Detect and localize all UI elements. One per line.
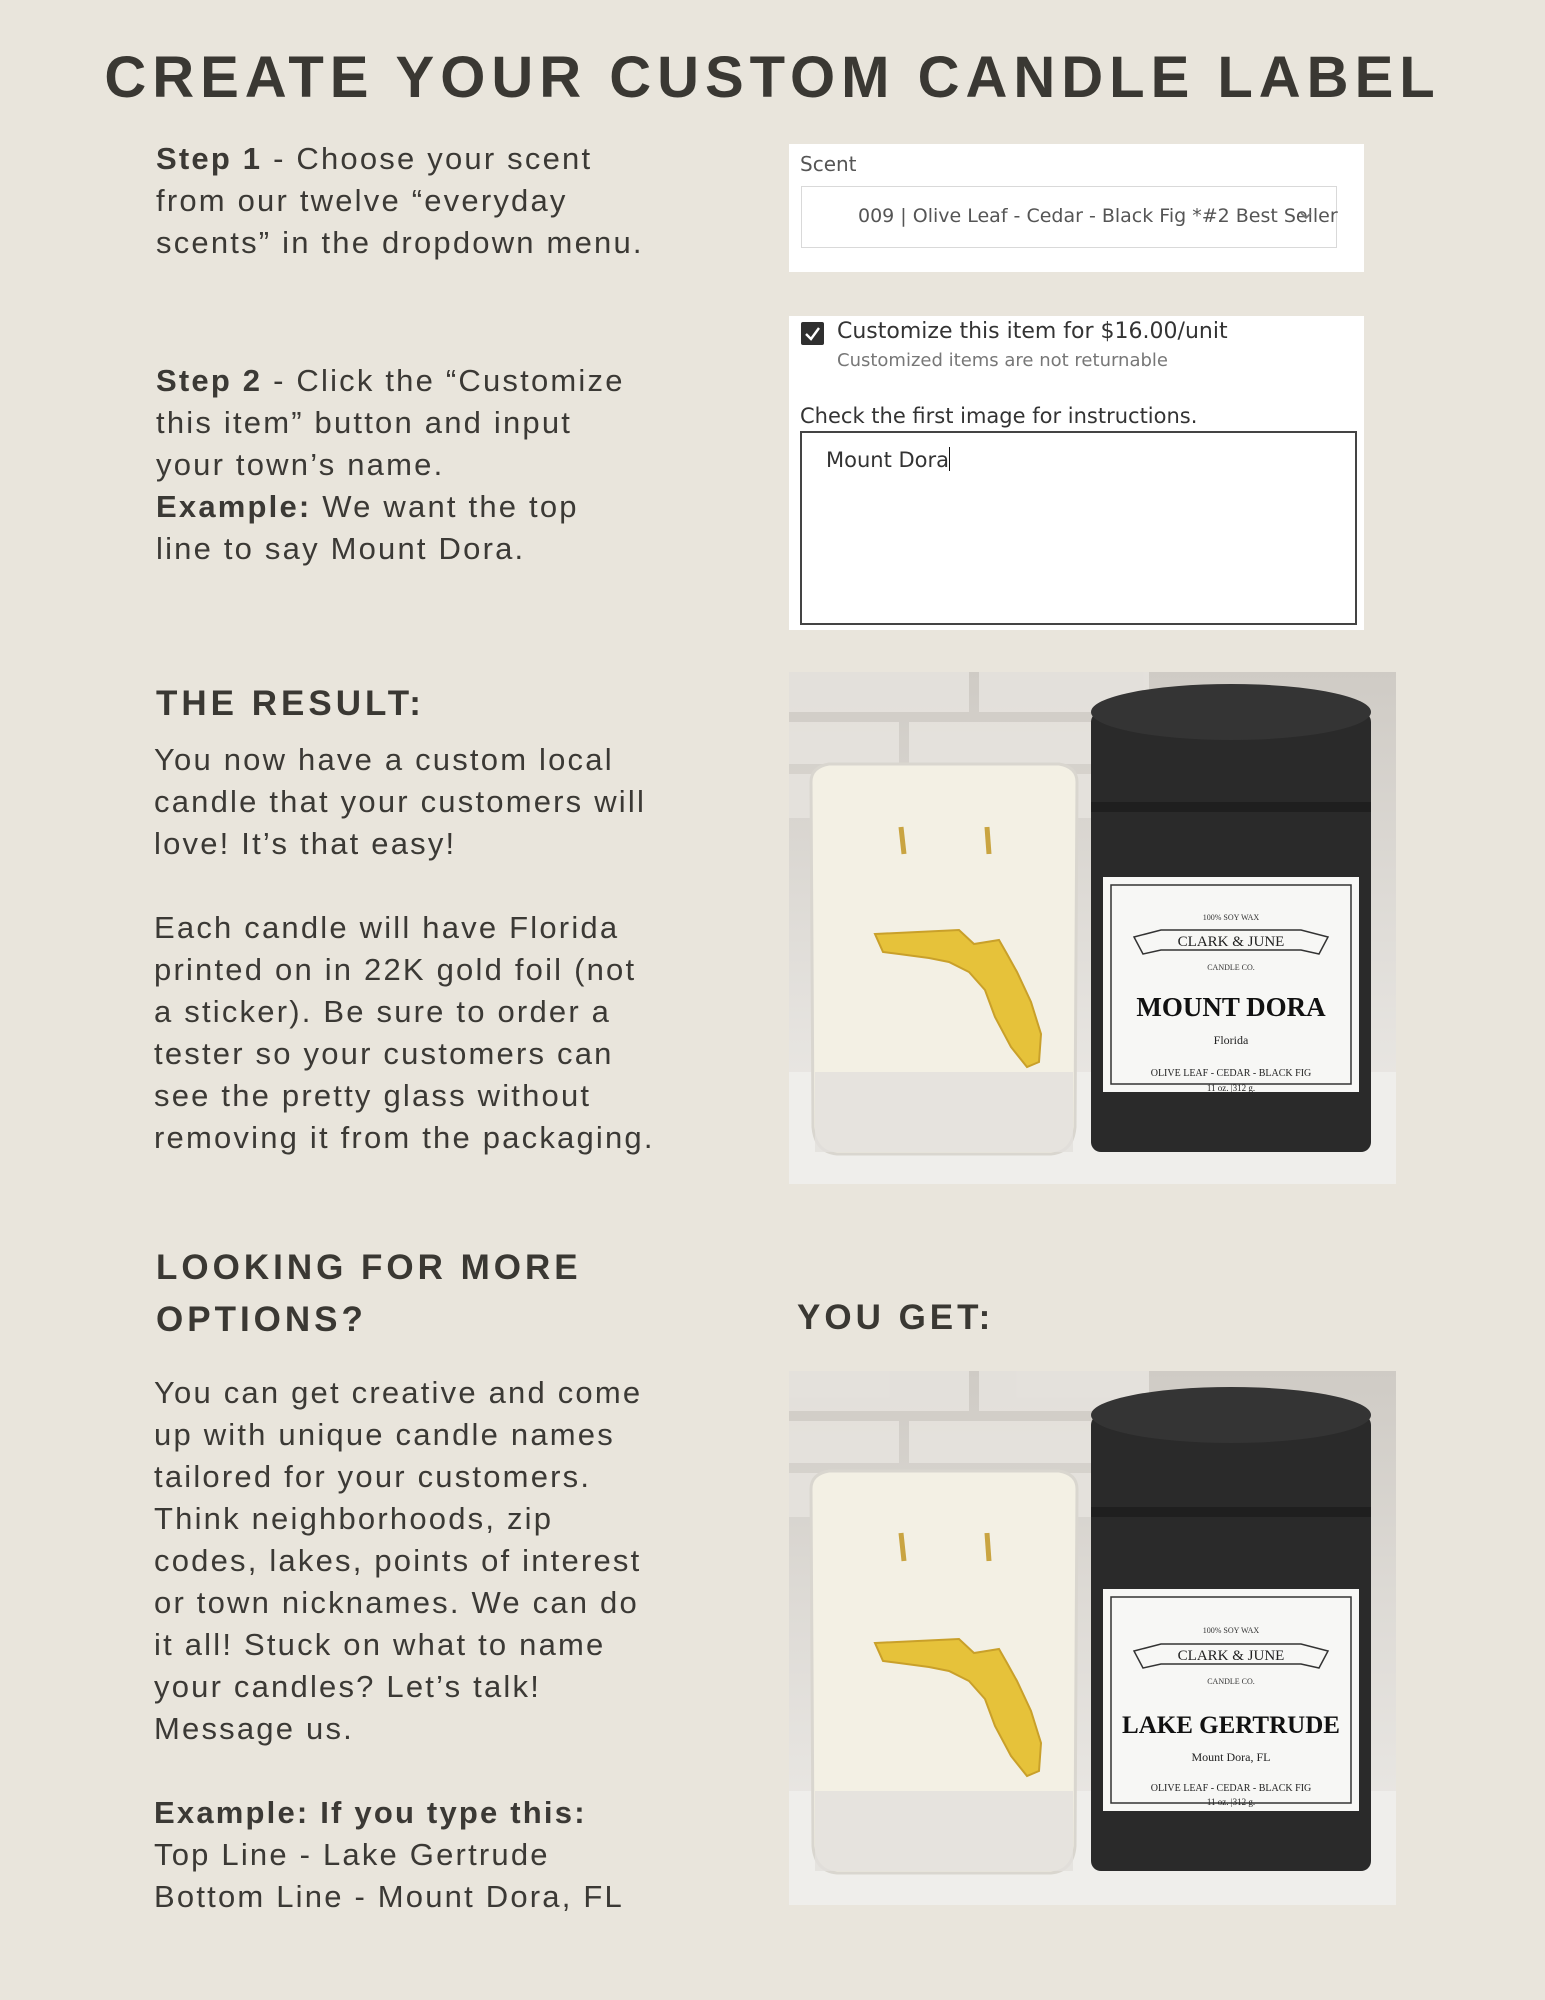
customize-checkbox[interactable]	[801, 322, 824, 345]
step1-line: scents” in the dropdown menu.	[156, 225, 644, 260]
more-options-line: it all! Stuck on what to name	[154, 1627, 606, 1662]
step1-label: Step 1	[156, 141, 263, 176]
result-line: removing it from the packaging.	[154, 1120, 655, 1155]
candle-illustration	[789, 1371, 1396, 1905]
example-line: Bottom Line - Mount Dora, FL	[154, 1879, 624, 1914]
step2-line: - Click the “Customize	[273, 363, 625, 398]
step1-line: - Choose your scent	[273, 141, 593, 176]
label-name-text: MOUNT DORA	[1136, 992, 1326, 1022]
label-brand-text: CLARK & JUNE	[1177, 1648, 1285, 1664]
result-line: see the pretty glass without	[154, 1078, 592, 1113]
result-text	[154, 739, 734, 1159]
chevron-down-icon	[1298, 207, 1314, 223]
customization-textarea[interactable]	[800, 431, 1357, 625]
more-options-line: up with unique candle names	[154, 1417, 615, 1452]
more-options-line: tailored for your customers.	[154, 1459, 592, 1494]
customize-checkbox-label[interactable]: Customize this item for $16.00/unit	[837, 319, 1228, 344]
step2-example-label: Example:	[156, 489, 312, 524]
example-line: Top Line - Lake Gertrude	[154, 1837, 550, 1872]
step1-line: from our twelve “everyday	[156, 183, 568, 218]
more-options-text	[154, 1372, 734, 1918]
more-options-line: Message us.	[154, 1711, 354, 1746]
result-line: tester so your customers can	[154, 1036, 614, 1071]
result-heading: THE RESULT:	[156, 684, 425, 723]
step2-text	[156, 360, 716, 570]
label-scent-text: OLIVE LEAF - CEDAR - BLACK FIG	[1150, 1068, 1312, 1079]
scent-selected-value: 009 | Olive Leaf - Cedar - Black Fig *#2 Best Seller	[858, 205, 1338, 227]
step2-label: Step 2	[156, 363, 263, 398]
product-image-lake-gertrude	[789, 1371, 1396, 1905]
step2-line: your town’s name.	[156, 447, 445, 482]
step1-text	[156, 138, 716, 264]
result-line: You now have a custom local	[154, 742, 614, 777]
page-title: CREATE YOUR CUSTOM CANDLE LABEL	[104, 45, 1441, 110]
label-brand-sub-text: CANDLE CO.	[1207, 1677, 1255, 1686]
result-line: love! It’s that easy!	[154, 826, 457, 861]
label-name-text: LAKE GERTRUDE	[1122, 1712, 1340, 1739]
step2-line: this item” button and input	[156, 405, 573, 440]
text-caret	[949, 447, 950, 471]
label-location-text: Mount Dora, FL	[1191, 1750, 1271, 1764]
example-heading: Example: If you type this:	[154, 1795, 587, 1830]
label-scent-text: OLIVE LEAF - CEDAR - BLACK FIG	[1150, 1783, 1312, 1794]
instructions-label: Check the first image for instructions.	[800, 404, 1198, 428]
more-options-line: codes, lakes, points of interest	[154, 1543, 642, 1578]
result-line: candle that your customers will	[154, 784, 647, 819]
more-options-heading-line: LOOKING FOR MORE	[156, 1248, 582, 1287]
more-options-line: You can get creative and come	[154, 1375, 643, 1410]
label-size-text: 11 oz. |312 g.	[1206, 1797, 1256, 1807]
you-get-heading: YOU GET:	[797, 1298, 995, 1337]
step2-example-line: We want the top	[322, 489, 579, 524]
textarea-value: Mount Dora	[826, 448, 950, 472]
more-options-line: or town nicknames. We can do	[154, 1585, 639, 1620]
scent-label: Scent	[800, 152, 857, 176]
scent-select[interactable]	[801, 186, 1337, 248]
checkmark-icon	[801, 322, 824, 345]
more-options-line: Think neighborhoods, zip	[154, 1501, 554, 1536]
more-options-heading	[156, 1242, 676, 1346]
customize-note: Customized items are not returnable	[837, 350, 1168, 371]
scent-panel	[789, 144, 1364, 272]
customize-panel	[789, 316, 1364, 630]
label-brand-sub-text: CANDLE CO.	[1207, 963, 1255, 972]
candle-illustration	[789, 672, 1396, 1184]
more-options-heading-line: OPTIONS?	[156, 1300, 367, 1339]
label-top-text: 100% SOY WAX	[1202, 913, 1260, 922]
label-size-text: 11 oz. |312 g.	[1206, 1083, 1256, 1093]
label-brand-text: CLARK & JUNE	[1177, 934, 1285, 950]
result-line: Each candle will have Florida	[154, 910, 620, 945]
result-line: printed on in 22K gold foil (not	[154, 952, 637, 987]
label-top-text: 100% SOY WAX	[1202, 1626, 1260, 1635]
result-line: a sticker). Be sure to order a	[154, 994, 612, 1029]
step2-example-line: line to say Mount Dora.	[156, 531, 526, 566]
more-options-line: your candles? Let’s talk!	[154, 1669, 542, 1704]
product-image-mount-dora	[789, 672, 1396, 1184]
label-location-text: Florida	[1213, 1033, 1249, 1047]
